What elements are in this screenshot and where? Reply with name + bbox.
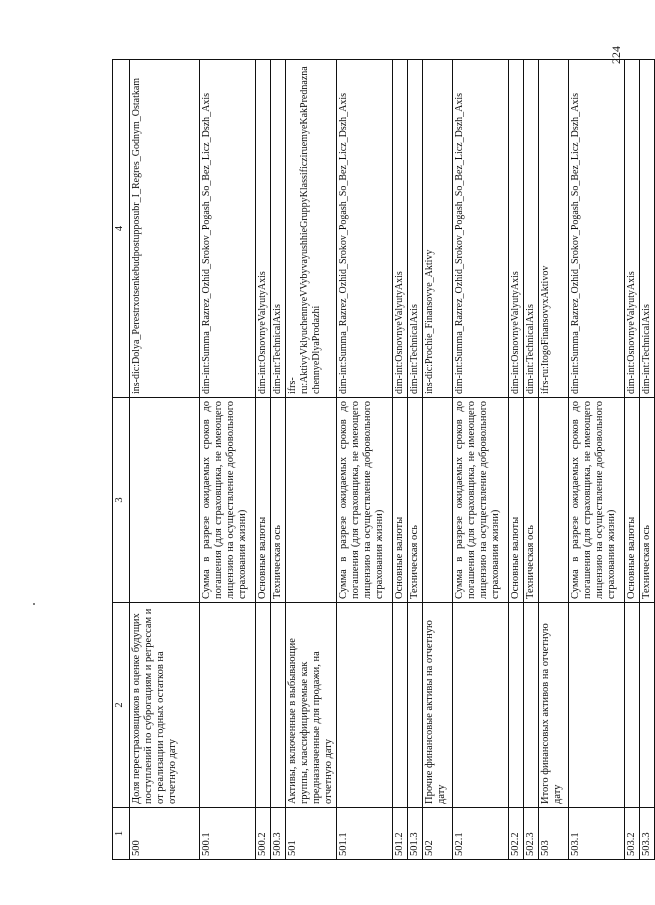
row-code: 502 <box>423 808 453 860</box>
row-identifier: dim-int:OsnovnyeValyutyAxis <box>393 60 408 398</box>
row-identifier: ifrs-ru:ItogoFinansovyxAktivov <box>539 60 569 398</box>
row-description: Сумма в разрезе ожидаемых сроков до погашения (для страховщика, не имеющего лицензию на осуществление добровольного страхования жизни) <box>337 398 393 603</box>
row-identifier: dim-int:Summa_Razrez_Ozhid_Srokov_Pogash_So_Bez_Licz_Dszh_Axis <box>569 60 625 398</box>
row-code: 500.1 <box>200 808 256 860</box>
row-name: Доля перестраховщиков в оценке будущих поступлений по суброгациям и регрессам и от реализации годных остатков на отчетную дату <box>130 603 200 808</box>
row-identifier: dim-int:TechnicalAxis <box>408 60 423 398</box>
row-description: Техническая ось <box>524 398 539 603</box>
data-table <box>112 59 655 860</box>
row-description <box>539 398 569 603</box>
row-identifier: dim-int:OsnovnyeValyutyAxis <box>509 60 524 398</box>
table-container <box>112 60 652 860</box>
row-name <box>640 603 655 808</box>
row-name: Активы, включенные в выбывающие группы, классифицируемые как предназначенные для продажи, на отчетную дату <box>286 603 337 808</box>
row-identifier: dim-int:Summa_Razrez_Ozhid_Srokov_Pogash_So_Bez_Licz_Dszh_Axis <box>453 60 509 398</box>
table-row <box>524 60 539 860</box>
row-description: Сумма в разрезе ожидаемых сроков до погашения (для страховщика, не имеющего лицензию на осуществление добровольного страхования жизни) <box>569 398 625 603</box>
row-code: 502.1 <box>453 808 509 860</box>
rotated-table-frame <box>112 60 652 860</box>
row-name <box>200 603 256 808</box>
row-name <box>453 603 509 808</box>
row-code: 503.1 <box>569 808 625 860</box>
row-identifier: dim-int:OsnovnyeValyutyAxis <box>625 60 640 398</box>
table-header-row <box>113 60 130 860</box>
row-code: 500.2 <box>256 808 271 860</box>
row-code: 502.2 <box>509 808 524 860</box>
row-description: Основные валюты <box>256 398 271 603</box>
row-identifier: dim-int:OsnovnyeValyutyAxis <box>256 60 271 398</box>
row-description: Техническая ось <box>408 398 423 603</box>
row-code: 500 <box>130 808 200 860</box>
row-name <box>256 603 271 808</box>
row-description: Основные валюты <box>625 398 640 603</box>
row-identifier: ins-dic:Dolya_Perestrxotsenkebudpostupposubr_I_Regres_Godnym_Ostatkam <box>130 60 200 398</box>
page-number-text: 224 <box>609 46 623 64</box>
row-name: Прочие финансовые активы на отчетную дату <box>423 603 453 808</box>
row-code: 502.3 <box>524 808 539 860</box>
row-description: Сумма в разрезе ожидаемых сроков до погашения (для страховщика, не имеющего лицензию на осуществление добровольного страхования жизни) <box>200 398 256 603</box>
row-identifier: ifrs-ru:AktivyVklyuchennyeVVybyvayushhieGruppyKlassificziruemyeKakPrednaznachennyeDlyaProdazhi <box>286 60 337 398</box>
row-code: 501.3 <box>408 808 423 860</box>
row-name: Итого финансовых активов на отчетную дату <box>539 603 569 808</box>
row-identifier: dim-int:TechnicalAxis <box>524 60 539 398</box>
table-row <box>453 60 509 860</box>
row-identifier: ins-dic:Prochie_Finansovye_Aktivy <box>423 60 453 398</box>
table-row <box>640 60 655 860</box>
row-name <box>271 603 286 808</box>
row-identifier: dim-int:TechnicalAxis <box>271 60 286 398</box>
header-cell-1: 1 <box>113 808 130 860</box>
table-row <box>393 60 408 860</box>
row-name <box>569 603 625 808</box>
row-description: Техническая ось <box>271 398 286 603</box>
row-code: 501.1 <box>337 808 393 860</box>
row-name <box>408 603 423 808</box>
row-code: 503 <box>539 808 569 860</box>
row-description: Техническая ось <box>640 398 655 603</box>
table-row <box>200 60 256 860</box>
table-row <box>625 60 640 860</box>
table-row <box>271 60 286 860</box>
table-row <box>130 60 200 860</box>
table-row <box>256 60 271 860</box>
row-identifier: dim-int:Summa_Razrez_Ozhid_Srokov_Pogash_So_Bez_Licz_Dszh_Axis <box>200 60 256 398</box>
table-row <box>408 60 423 860</box>
table-row <box>337 60 393 860</box>
header-cell-4: 4 <box>113 60 130 398</box>
scan-speck <box>33 603 35 605</box>
row-description: Основные валюты <box>393 398 408 603</box>
row-description <box>286 398 337 603</box>
table-row <box>539 60 569 860</box>
row-code: 503.2 <box>625 808 640 860</box>
table-row <box>569 60 625 860</box>
row-code: 500.3 <box>271 808 286 860</box>
table-row <box>286 60 337 860</box>
row-identifier: dim-int:Summa_Razrez_Ozhid_Srokov_Pogash_So_Bez_Licz_Dszh_Axis <box>337 60 393 398</box>
row-description <box>423 398 453 603</box>
row-name <box>393 603 408 808</box>
row-description: Сумма в разрезе ожидаемых сроков до погашения (для страховщика, не имеющего лицензию на осуществление добровольного страхования жизни) <box>453 398 509 603</box>
row-code: 501.2 <box>393 808 408 860</box>
row-code: 503.3 <box>640 808 655 860</box>
row-code: 501 <box>286 808 337 860</box>
row-name <box>625 603 640 808</box>
row-name <box>509 603 524 808</box>
row-name <box>337 603 393 808</box>
table-row <box>509 60 524 860</box>
table-row <box>423 60 453 860</box>
header-cell-3: 3 <box>113 398 130 603</box>
row-identifier: dim-int:TechnicalAxis <box>640 60 655 398</box>
header-cell-2: 2 <box>113 603 130 808</box>
row-description <box>130 398 200 603</box>
row-description: Основные валюты <box>509 398 524 603</box>
row-name <box>524 603 539 808</box>
